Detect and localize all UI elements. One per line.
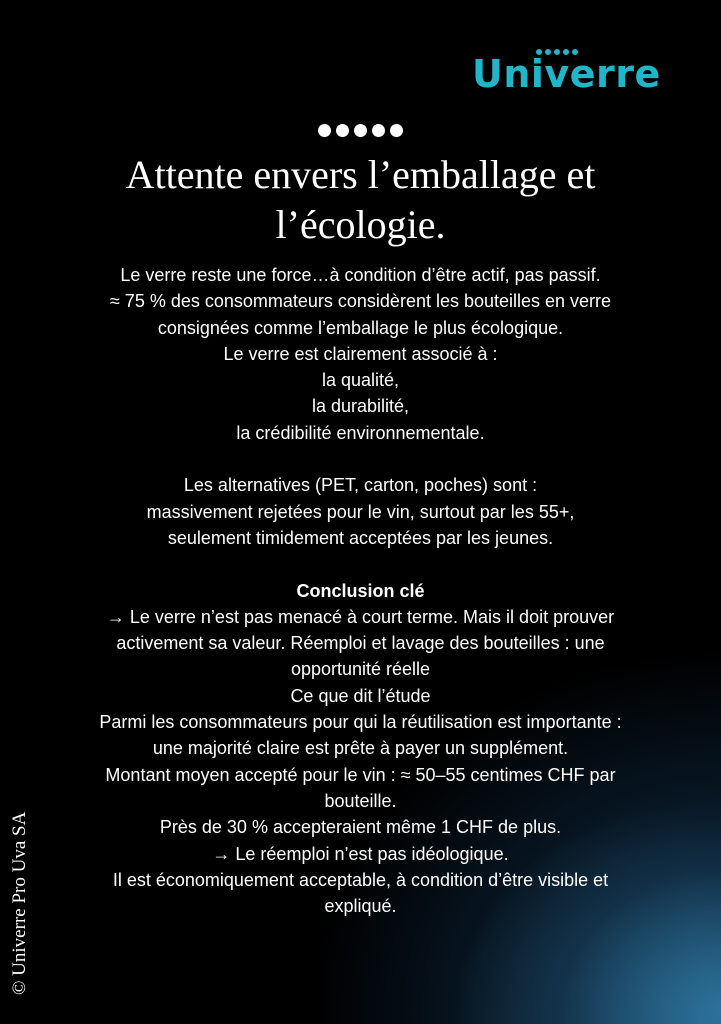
conclusion-line: une majorité claire est prête à payer un supplément.: [152, 738, 569, 759]
conclusion-line: → Le verre n’est pas menacé à court terme. Mais il doit prouver: [106, 606, 615, 627]
paragraph-line: massivement rejetées pour le vin, surtout par les 55+,: [146, 501, 575, 522]
univerre-logo: [472, 50, 672, 96]
conclusion-line: bouteille.: [324, 790, 397, 811]
page-title-line: Attente envers l’emballage et: [125, 152, 596, 197]
paragraph-line: Le verre est clairement associé à :: [223, 343, 498, 364]
paragraph-line: seulement timidement acceptées par les jeunes.: [167, 527, 554, 548]
paragraph-line: Le verre reste une force…à condition d’être actif, pas passif.: [120, 265, 601, 285]
title-dots-icon: [0, 124, 721, 137]
paragraph-spacer: [0, 551, 721, 577]
conclusion-line: Ce que dit l’étude: [290, 685, 431, 706]
list-item: la qualité,: [321, 370, 400, 391]
paragraph-line: consignées comme l’emballage le plus écologique.: [157, 317, 564, 338]
conclusion-line: → Le réemploi n’est pas idéologique.: [212, 843, 509, 864]
conclusion-line: Près de 30 % accepteraient même 1 CHF de plus.: [159, 817, 562, 838]
body-text: [0, 262, 721, 919]
paragraph-spacer: [0, 446, 721, 472]
logo-text: Univerre: [472, 52, 661, 96]
conclusion-line: Montant moyen accepté pour le vin : ≈ 50–55 centimes CHF par: [105, 764, 616, 785]
conclusion-line: Parmi les consommateurs pour qui la réutilisation est importante :: [99, 712, 622, 733]
list-item: la durabilité,: [311, 396, 410, 417]
paragraph-line: Les alternatives (PET, carton, poches) sont :: [183, 475, 538, 496]
conclusion-line: opportunité réelle: [290, 659, 431, 680]
conclusion-heading: Conclusion clé: [296, 580, 425, 601]
conclusion-line: activement sa valeur. Réemploi et lavage des bouteilles : une: [116, 633, 605, 654]
copyright-notice: © Univerre Pro Uva SA: [9, 811, 30, 995]
paragraph-line: ≈ 75 % des consommateurs considèrent les bouteilles en verre: [109, 291, 612, 312]
page-title-line: l’écologie.: [275, 202, 446, 247]
conclusion-line: Il est économiquement acceptable, à condition d’être visible et: [112, 869, 609, 890]
page-title: [0, 150, 721, 250]
list-item: la crédibilité environnementale.: [236, 422, 485, 443]
conclusion-line: expliqué.: [324, 896, 397, 917]
